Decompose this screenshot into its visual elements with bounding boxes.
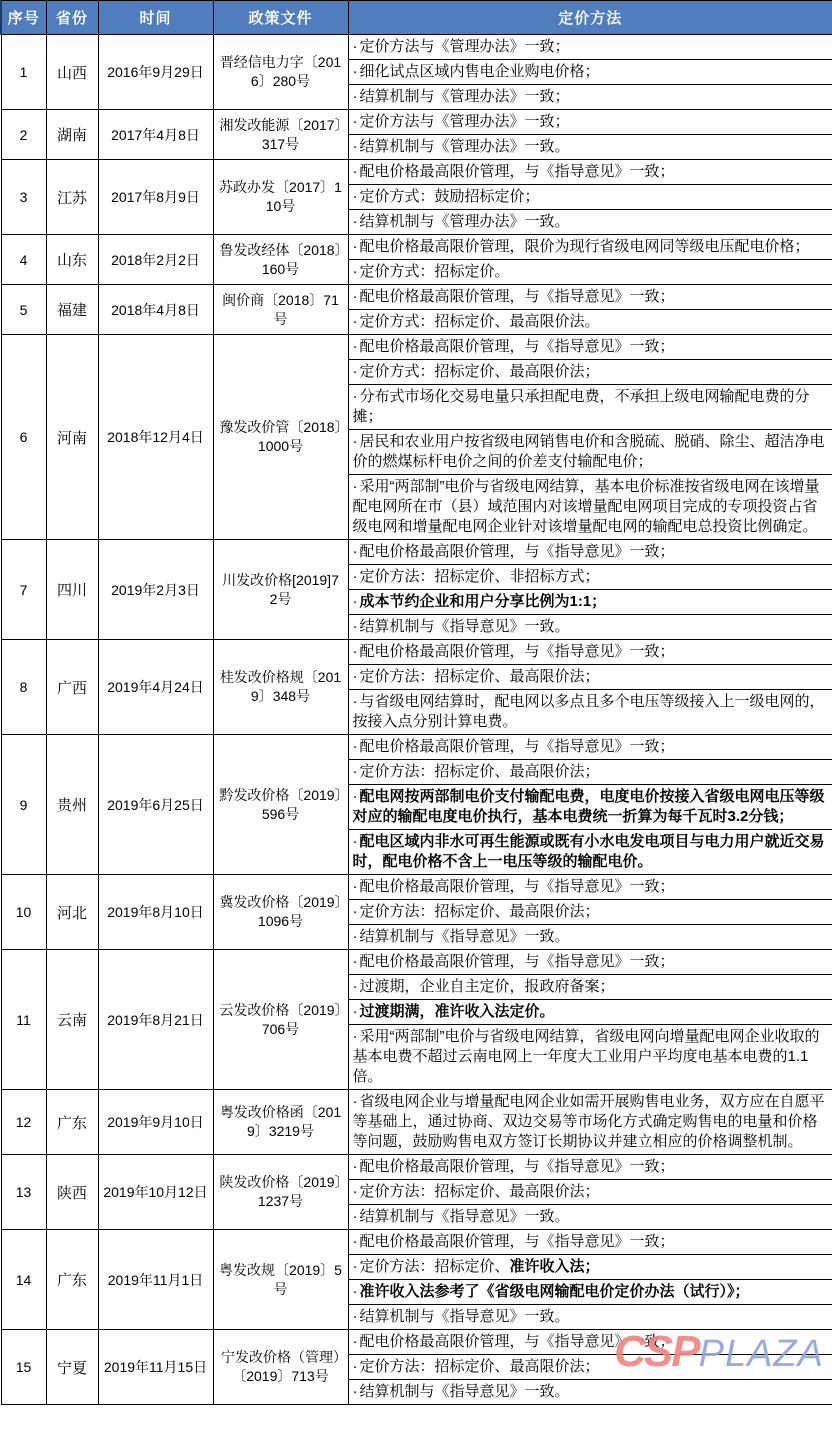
province-cell: 福建 bbox=[46, 285, 98, 335]
bullet-dot: · bbox=[352, 543, 358, 560]
pricing-method-text: 结算机制与《指导意见》一致。 bbox=[359, 1383, 570, 1400]
bullet-dot: · bbox=[352, 238, 358, 255]
pricing-method-cell bbox=[348, 1025, 832, 1090]
pricing-method-cell bbox=[348, 875, 832, 900]
province-cell: 广东 bbox=[46, 1230, 98, 1330]
document-cell: 云发改价格〔2019〕706号 bbox=[213, 950, 348, 1090]
pricing-method-text: 结算机制与《指导意见》一致。 bbox=[359, 928, 570, 945]
table-row bbox=[1, 110, 832, 135]
pricing-method-cell bbox=[348, 35, 832, 60]
province-cell: 广东 bbox=[46, 1090, 98, 1155]
table-row bbox=[1, 1330, 832, 1355]
table-row bbox=[1, 950, 832, 975]
document-cell: 苏政办发〔2017〕110号 bbox=[213, 160, 348, 235]
bullet-dot: · bbox=[352, 568, 358, 585]
pricing-method-text: 结算机制与《指导意见》一致。 bbox=[359, 618, 570, 635]
pricing-method-cell bbox=[348, 1205, 832, 1230]
table-row bbox=[1, 1155, 832, 1180]
table-row bbox=[1, 285, 832, 310]
pricing-method-cell bbox=[348, 160, 832, 185]
pricing-method-cell bbox=[348, 260, 832, 285]
bullet-dot: · bbox=[352, 288, 358, 305]
date-cell: 2019年2月3日 bbox=[98, 540, 213, 640]
pricing-method-cell bbox=[348, 615, 832, 640]
pricing-method-cell bbox=[348, 235, 832, 260]
bullet-dot: · bbox=[352, 1333, 358, 1350]
province-cell: 河北 bbox=[46, 875, 98, 950]
table-row bbox=[1, 540, 832, 565]
pricing-method-text: 配电价格最高限价管理，与《指导意见》一致； bbox=[359, 1158, 675, 1175]
document-cell: 鲁发改经体〔2018〕160号 bbox=[213, 235, 348, 285]
date-cell: 2017年8月9日 bbox=[98, 160, 213, 235]
bullet-dot: · bbox=[352, 1383, 358, 1400]
bullet-dot: · bbox=[352, 1208, 358, 1225]
bullet-dot: · bbox=[352, 833, 358, 850]
pricing-method-cell bbox=[348, 1380, 832, 1405]
index-cell: 4 bbox=[1, 235, 46, 285]
pricing-method-cell bbox=[348, 1305, 832, 1330]
table-header bbox=[1, 1, 832, 35]
bullet-dot: · bbox=[352, 763, 358, 780]
document-cell: 宁发改价格（管理）〔2019〕713号 bbox=[213, 1330, 348, 1405]
bullet-dot: · bbox=[352, 313, 358, 330]
table-row bbox=[1, 735, 832, 760]
bullet-dot: · bbox=[352, 903, 358, 920]
document-cell: 豫发改价管〔2018〕1000号 bbox=[213, 335, 348, 540]
pricing-method-cell bbox=[348, 135, 832, 160]
pricing-method-text: 配电价格最高限价管理，与《指导意见》一致； bbox=[359, 163, 675, 180]
date-cell: 2019年11月1日 bbox=[98, 1230, 213, 1330]
pricing-method-cell bbox=[348, 210, 832, 235]
pricing-method-cell bbox=[348, 1090, 832, 1155]
pricing-method-cell bbox=[348, 335, 832, 360]
pricing-method-text: 居民和农业用户按省级电网销售电价和含脱硫、脱硝、除尘、超洁净电价的燃煤标杆电价之间的价差支付输配电价； bbox=[352, 433, 825, 470]
pricing-method-cell bbox=[348, 760, 832, 785]
date-cell: 2019年6月25日 bbox=[98, 735, 213, 875]
bullet-dot: · bbox=[352, 1158, 358, 1175]
pricing-method-cell bbox=[348, 785, 832, 830]
pricing-method-cell bbox=[348, 430, 832, 475]
pricing-method-cell bbox=[348, 310, 832, 335]
header-col-method: 定价方法 bbox=[348, 1, 832, 35]
table-row bbox=[1, 1230, 832, 1255]
pricing-method-cell bbox=[348, 110, 832, 135]
bullet-dot: · bbox=[352, 1283, 358, 1300]
bullet-dot: · bbox=[352, 163, 358, 180]
date-cell: 2019年9月10日 bbox=[98, 1090, 213, 1155]
date-cell: 2019年4月24日 bbox=[98, 640, 213, 735]
bullet-dot: · bbox=[352, 593, 358, 610]
province-cell: 宁夏 bbox=[46, 1330, 98, 1405]
index-cell: 9 bbox=[1, 735, 46, 875]
pricing-method-cell bbox=[348, 1255, 832, 1280]
index-cell: 1 bbox=[1, 35, 46, 110]
pricing-method-text: 配电价格最高限价管理，与《指导意见》一致； bbox=[359, 1233, 675, 1250]
province-cell: 河南 bbox=[46, 335, 98, 540]
bullet-dot: · bbox=[352, 188, 358, 205]
header-col-document: 政策文件 bbox=[213, 1, 348, 35]
index-cell: 6 bbox=[1, 335, 46, 540]
header-col-province: 省份 bbox=[46, 1, 98, 35]
document-cell: 冀发改价格〔2019〕1096号 bbox=[213, 875, 348, 950]
pricing-method-cell bbox=[348, 590, 832, 615]
pricing-method-text: 配电价格最高限价管理，与《指导意见》一致； bbox=[359, 288, 675, 305]
bullet-dot: · bbox=[352, 978, 358, 995]
province-cell: 陕西 bbox=[46, 1155, 98, 1230]
index-cell: 7 bbox=[1, 540, 46, 640]
pricing-method-text: 配电网按两部制电价支付输配电费，电度电价按接入省级电网电压等级对应的输配电度电价执行，基本电费统一折算为每千瓦时3.2分钱； bbox=[352, 788, 825, 825]
date-cell: 2019年11月15日 bbox=[98, 1330, 213, 1405]
pricing-method-cell bbox=[348, 830, 832, 875]
bullet-dot: · bbox=[352, 113, 358, 130]
date-cell: 2019年10月12日 bbox=[98, 1155, 213, 1230]
table-row bbox=[1, 160, 832, 185]
csp-logo-text: CSP bbox=[614, 1327, 699, 1376]
index-cell: 15 bbox=[1, 1330, 46, 1405]
pricing-method-text: 配电价格最高限价管理，与《指导意见》一致； bbox=[359, 738, 675, 755]
pricing-method-text: 配电价格最高限价管理，与《指导意见》一致； bbox=[359, 643, 675, 660]
date-cell: 2019年8月10日 bbox=[98, 875, 213, 950]
pricing-method-cell bbox=[348, 60, 832, 85]
bullet-dot: · bbox=[352, 1308, 358, 1325]
index-cell: 8 bbox=[1, 640, 46, 735]
pricing-method-text: 定价方式：招标定价、最高限价法； bbox=[359, 363, 600, 380]
plaza-logo-text: PLAZA bbox=[698, 1333, 824, 1375]
pricing-method-cell bbox=[348, 640, 832, 665]
pricing-method-text: 采用“两部制”电价与省级电网结算，基本电价标准按省级电网在该增量配电网所在市（县）域范围内对该增量配电网项目完成的专项投资占省级电网和增量配电网企业针对该增量配电网的输配电总投资比例确定。 bbox=[352, 478, 820, 535]
bullet-dot: · bbox=[352, 1358, 358, 1375]
index-cell: 13 bbox=[1, 1155, 46, 1230]
pricing-method-text: 定价方法：招标定价、最高限价法； bbox=[359, 1183, 600, 1200]
bullet-dot: · bbox=[352, 433, 358, 450]
pricing-method-cell bbox=[348, 950, 832, 975]
document-cell: 湘发改能源〔2017〕317号 bbox=[213, 110, 348, 160]
pricing-method-text: 结算机制与《管理办法》一致。 bbox=[359, 138, 570, 155]
document-cell: 闽价商〔2018〕71号 bbox=[213, 285, 348, 335]
pricing-method-text: 定价方法与《管理办法》一致； bbox=[359, 38, 570, 55]
province-cell: 山西 bbox=[46, 35, 98, 110]
pricing-method-text: 定价方法：招标定价、非招标方式； bbox=[359, 568, 600, 585]
province-cell: 广西 bbox=[46, 640, 98, 735]
document-cell: 桂发改价格规〔2019〕348号 bbox=[213, 640, 348, 735]
date-cell: 2018年2月2日 bbox=[98, 235, 213, 285]
pricing-method-text: 定价方法：招标定价、最高限价法； bbox=[359, 903, 600, 920]
index-cell: 12 bbox=[1, 1090, 46, 1155]
bullet-dot: · bbox=[352, 1233, 358, 1250]
province-cell: 湖南 bbox=[46, 110, 98, 160]
pricing-method-text: 定价方法：招标定价、最高限价法； bbox=[359, 763, 600, 780]
pricing-method-text: 定价方式：招标定价、最高限价法。 bbox=[359, 313, 600, 330]
pricing-method-text: 过渡期，企业自主定价，报政府备案； bbox=[359, 978, 615, 995]
bullet-dot: · bbox=[352, 693, 358, 710]
pricing-method-cell bbox=[348, 1000, 832, 1025]
header-col-date: 时间 bbox=[98, 1, 213, 35]
province-cell: 四川 bbox=[46, 540, 98, 640]
pricing-method-cell bbox=[348, 85, 832, 110]
index-cell: 11 bbox=[1, 950, 46, 1090]
bullet-dot: · bbox=[352, 668, 358, 685]
pricing-method-text: 结算机制与《指导意见》一致。 bbox=[359, 1308, 570, 1325]
pricing-method-text: 细化试点区域内售电企业购电价格； bbox=[359, 63, 600, 80]
document-cell: 粤发改规〔2019〕5号 bbox=[213, 1230, 348, 1330]
pricing-method-cell bbox=[348, 665, 832, 690]
pricing-method-text: 省级电网企业与增量配电网企业如需开展购售电业务，双方应在自愿平等基础上，通过协商、双边交易等市场化方式确定购售电的电量和价格等问题，鼓励购售电双方签订长期协议并建立相应的价格调整机制。 bbox=[352, 1093, 825, 1150]
province-cell: 山东 bbox=[46, 235, 98, 285]
bullet-dot: · bbox=[352, 1183, 358, 1200]
table-row bbox=[1, 235, 832, 260]
pricing-method-cell bbox=[348, 975, 832, 1000]
table-row bbox=[1, 335, 832, 360]
index-cell: 10 bbox=[1, 875, 46, 950]
index-cell: 3 bbox=[1, 160, 46, 235]
pricing-method-text: 定价方法与《管理办法》一致； bbox=[359, 113, 570, 130]
bullet-dot: · bbox=[352, 1028, 358, 1045]
bullet-dot: · bbox=[352, 953, 358, 970]
province-cell: 贵州 bbox=[46, 735, 98, 875]
pricing-method-text: 采用“两部制”电价与省级电网结算，省级电网向增量配电网企业收取的基本电费不超过云南电网上一年度大工业用户平均度电基本电费的1.1 倍。 bbox=[352, 1028, 820, 1085]
pricing-method-cell bbox=[348, 1230, 832, 1255]
bullet-dot: · bbox=[352, 618, 358, 635]
pricing-method-cell bbox=[348, 735, 832, 760]
pricing-method-cell bbox=[348, 360, 832, 385]
pricing-method-text: 准许收入法参考了《省级电网输配电价定价办法（试行）》； bbox=[359, 1283, 750, 1300]
date-cell: 2016年9月29日 bbox=[98, 35, 213, 110]
province-cell: 江苏 bbox=[46, 160, 98, 235]
pricing-method-cell bbox=[348, 690, 832, 735]
pricing-method-cell bbox=[348, 540, 832, 565]
bullet-dot: · bbox=[352, 643, 358, 660]
bullet-dot: · bbox=[352, 263, 358, 280]
bullet-dot: · bbox=[352, 738, 358, 755]
bullet-dot: · bbox=[352, 788, 358, 805]
bullet-dot: · bbox=[352, 478, 358, 495]
bullet-dot: · bbox=[352, 88, 358, 105]
pricing-method-text: 定价方法：招标定价、最高限价法； bbox=[359, 1358, 600, 1375]
pricing-method-cell bbox=[348, 1355, 832, 1380]
pricing-method-text: 配电价格最高限价管理，与《指导意见》一致； bbox=[359, 543, 675, 560]
pricing-method-cell bbox=[348, 475, 832, 540]
bullet-dot: · bbox=[352, 388, 358, 405]
bullet-dot: · bbox=[352, 213, 358, 230]
pricing-method-text: 与省级电网结算时，配电网以多点且多个电压等级接入上一级电网的，按接入点分别计算电费。 bbox=[352, 693, 825, 730]
pricing-method-text: 准许收入法； bbox=[509, 1258, 600, 1275]
table-row bbox=[1, 640, 832, 665]
pricing-method-cell bbox=[348, 1180, 832, 1205]
bullet-dot: · bbox=[352, 363, 358, 380]
document-cell: 黔发改价格〔2019〕596号 bbox=[213, 735, 348, 875]
bullet-dot: · bbox=[352, 138, 358, 155]
document-cell: 川发改价格[2019]72号 bbox=[213, 540, 348, 640]
bullet-dot: · bbox=[352, 878, 358, 895]
pricing-method-text: 定价方法：招标定价、 bbox=[359, 1258, 510, 1275]
bullet-dot: · bbox=[352, 338, 358, 355]
date-cell: 2018年12月4日 bbox=[98, 335, 213, 540]
date-cell: 2019年8月21日 bbox=[98, 950, 213, 1090]
pricing-method-cell bbox=[348, 900, 832, 925]
bullet-dot: · bbox=[352, 38, 358, 55]
pricing-method-cell bbox=[348, 285, 832, 310]
index-cell: 14 bbox=[1, 1230, 46, 1330]
document-cell: 晋经信电力字〔2016〕280号 bbox=[213, 35, 348, 110]
bullet-dot: · bbox=[352, 928, 358, 945]
pricing-method-text: 结算机制与《管理办法》一致； bbox=[359, 88, 570, 105]
date-cell: 2018年4月8日 bbox=[98, 285, 213, 335]
pricing-method-text: 配电价格最高限价管理，与《指导意见》一致； bbox=[359, 338, 675, 355]
pricing-method-text: 定价方式：招标定价。 bbox=[359, 263, 510, 280]
pricing-method-text: 分布式市场化交易电量只承担配电费，不承担上级电网输配电费的分摊； bbox=[352, 388, 810, 425]
pricing-method-text: 配电价格最高限价管理，限价为现行省级电网同等级电压配电价格； bbox=[359, 238, 810, 255]
pricing-method-cell bbox=[348, 925, 832, 950]
table-row bbox=[1, 35, 832, 60]
table-row bbox=[1, 875, 832, 900]
pricing-method-cell bbox=[348, 185, 832, 210]
pricing-method-text: 结算机制与《指导意见》一致。 bbox=[359, 1208, 570, 1225]
header-col-index: 序号 bbox=[1, 1, 46, 35]
pricing-method-text: 配电价格最高限价管理，与《指导意见》一致； bbox=[359, 878, 675, 895]
index-cell: 5 bbox=[1, 285, 46, 335]
bullet-dot: · bbox=[352, 63, 358, 80]
province-cell: 云南 bbox=[46, 950, 98, 1090]
pricing-method-text: 结算机制与《管理办法》一致。 bbox=[359, 213, 570, 230]
pricing-method-cell bbox=[348, 1155, 832, 1180]
policy-table-body bbox=[1, 35, 832, 1405]
document-cell: 粤发改价格函〔2019〕3219号 bbox=[213, 1090, 348, 1155]
table-row bbox=[1, 1090, 832, 1155]
pricing-method-text: 配电价格最高限价管理，与《指导意见》一致； bbox=[359, 1333, 675, 1350]
bullet-dot: · bbox=[352, 1093, 358, 1110]
pricing-method-cell bbox=[348, 385, 832, 430]
bullet-dot: · bbox=[352, 1258, 358, 1275]
pricing-method-text: 配电价格最高限价管理，与《指导意见》一致； bbox=[359, 953, 675, 970]
pricing-method-text: 定价方法：招标定价、最高限价法； bbox=[359, 668, 600, 685]
pricing-method-cell bbox=[348, 1330, 832, 1355]
pricing-method-text: 定价方式：鼓励招标定价； bbox=[359, 188, 540, 205]
index-cell: 2 bbox=[1, 110, 46, 160]
pricing-method-text: 成本节约企业和用户分享比例为1:1； bbox=[359, 593, 607, 610]
pricing-method-text: 过渡期满，准许收入法定价。 bbox=[359, 1003, 555, 1020]
pricing-method-cell bbox=[348, 1280, 832, 1305]
pricing-method-text: 配电区域内非水可再生能源或既有小水电发电项目与电力用户就近交易时，配电价格不含上一电压等级的输配电价。 bbox=[352, 833, 825, 870]
pricing-method-cell bbox=[348, 565, 832, 590]
date-cell: 2017年4月8日 bbox=[98, 110, 213, 160]
document-cell: 陕发改价格〔2019〕1237号 bbox=[213, 1155, 348, 1230]
bullet-dot: · bbox=[352, 1003, 358, 1020]
